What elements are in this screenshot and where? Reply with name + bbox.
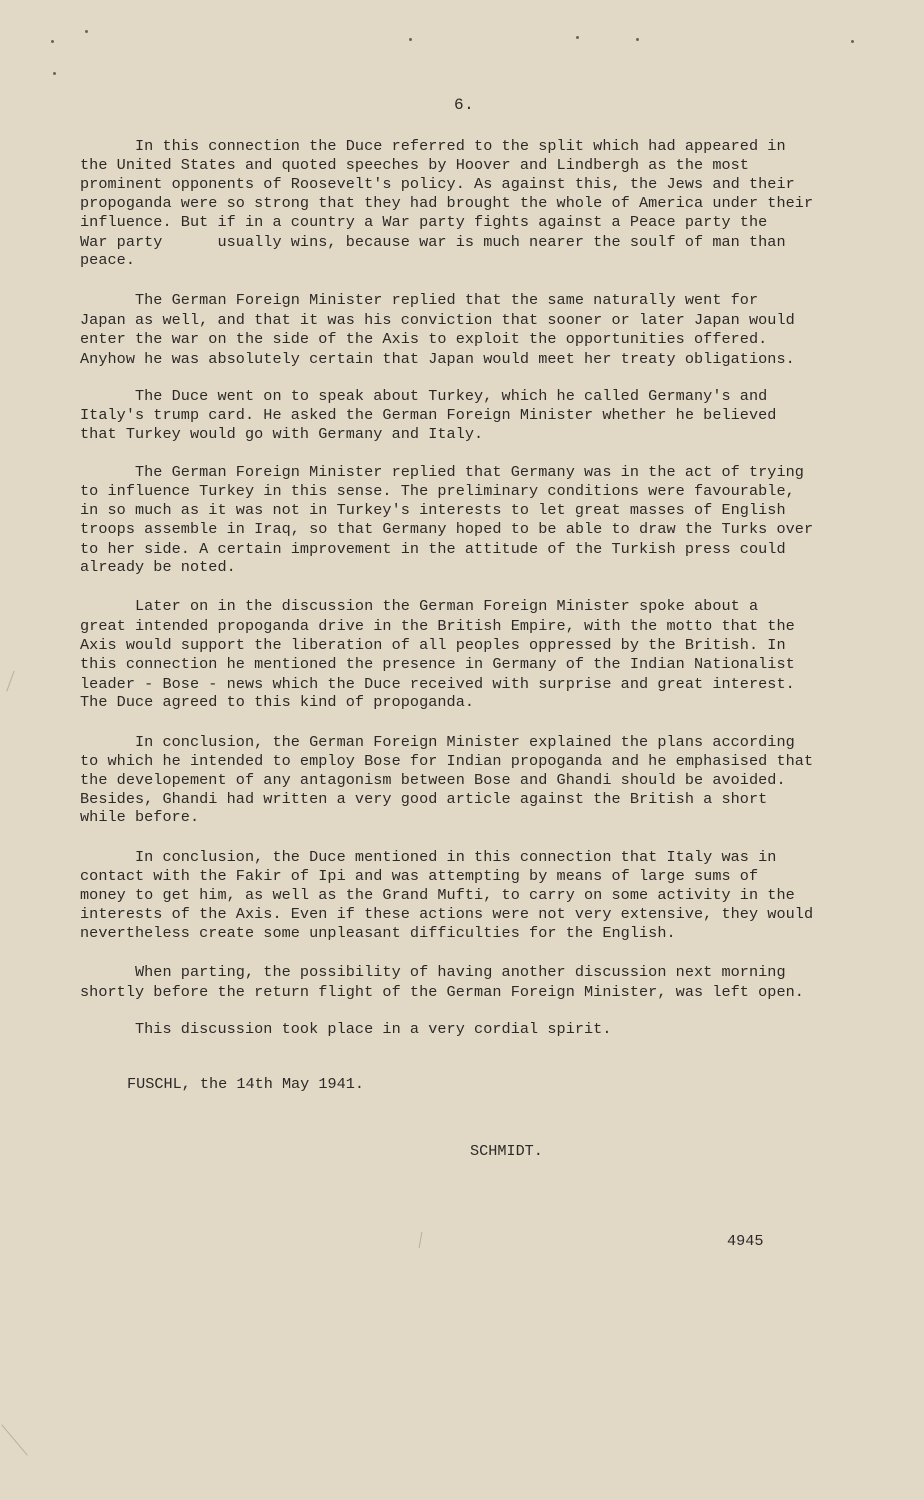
text-line: The Duce agreed to this kind of propoganda. bbox=[80, 693, 475, 711]
text-line: while before. bbox=[80, 808, 200, 826]
text-line: prominent opponents of Roosevelt's policy. As against this, the Jews and their bbox=[80, 175, 795, 193]
text-line: This discussion took place in a very cordial spirit. bbox=[80, 1020, 612, 1038]
text-line: The German Foreign Minister replied that the same naturally went for bbox=[80, 291, 759, 309]
document-number: 4945 bbox=[727, 1232, 764, 1250]
scan-speck bbox=[636, 38, 639, 41]
text-line: War party usually wins, because war is much nearer the soulf of man than bbox=[80, 233, 786, 251]
text-line: Italy's trump card. He asked the German Foreign Minister whether he believed bbox=[80, 406, 777, 424]
scan-scratch bbox=[419, 1232, 423, 1248]
place-date: FUSCHL, the 14th May 1941. bbox=[127, 1075, 364, 1093]
text-line: enter the war on the side of the Axis to exploit the opportunities offered. bbox=[80, 330, 768, 348]
text-line: money to get him, as well as the Grand Mufti, to carry on some activity in the bbox=[80, 886, 795, 904]
text-line: The Duce went on to speak about Turkey, which he called Germany's and bbox=[80, 387, 768, 405]
text-line: the United States and quoted speeches by Hoover and Lindbergh as the most bbox=[80, 156, 749, 174]
text-line: peace. bbox=[80, 251, 135, 269]
scan-speck bbox=[409, 38, 412, 41]
text-line: In conclusion, the Duce mentioned in this connection that Italy was in bbox=[80, 848, 777, 866]
text-line: leader - Bose - news which the Duce received with surprise and great interest. bbox=[80, 675, 795, 693]
text-line: already be noted. bbox=[80, 558, 236, 576]
text-line: Besides, Ghandi had written a very good article against the British a short bbox=[80, 790, 768, 808]
scan-speck bbox=[85, 30, 88, 33]
page-number: 6. bbox=[454, 96, 475, 114]
text-line: the developement of any antagonism between Bose and Ghandi should be avoided. bbox=[80, 771, 786, 789]
text-line: in so much as it was not in Turkey's interests to let great masses of English bbox=[80, 501, 786, 519]
text-line: to influence Turkey in this sense. The preliminary conditions were favourable, bbox=[80, 482, 795, 500]
text-line: that Turkey would go with Germany and Italy. bbox=[80, 425, 484, 443]
scan-scratch bbox=[6, 670, 14, 691]
scan-speck bbox=[51, 40, 54, 43]
text-line: Later on in the discussion the German Foreign Minister spoke about a bbox=[80, 597, 759, 615]
text-line: shortly before the return flight of the German Foreign Minister, was left open. bbox=[80, 983, 804, 1001]
scan-scratch bbox=[1, 1424, 27, 1455]
scan-speck bbox=[576, 36, 579, 39]
text-line: nevertheless create some unpleasant difficulties for the English. bbox=[80, 924, 676, 942]
text-line: great intended propoganda drive in the British Empire, with the motto that the bbox=[80, 617, 795, 635]
text-line: propoganda were so strong that they had brought the whole of America under their bbox=[80, 194, 814, 212]
signature: SCHMIDT. bbox=[470, 1142, 543, 1160]
text-line: In this connection the Duce referred to the split which had appeared in bbox=[80, 137, 786, 155]
text-line: interests of the Axis. Even if these actions were not very extensive, they would bbox=[80, 905, 814, 923]
text-line: this connection he mentioned the presence in Germany of the Indian Nationalist bbox=[80, 655, 795, 673]
text-line: Axis would support the liberation of all peoples oppressed by the British. In bbox=[80, 636, 786, 654]
text-line: The German Foreign Minister replied that Germany was in the act of trying bbox=[80, 463, 804, 481]
scan-speck bbox=[851, 40, 854, 43]
text-line: troops assemble in Iraq, so that Germany hoped to be able to draw the Turks over bbox=[80, 520, 814, 538]
text-line: influence. But if in a country a War party fights against a Peace party the bbox=[80, 213, 768, 231]
text-line: When parting, the possibility of having another discussion next morning bbox=[80, 963, 786, 981]
text-line: Anyhow he was absolutely certain that Japan would meet her treaty obligations. bbox=[80, 350, 795, 368]
text-line: In conclusion, the German Foreign Minister explained the plans according bbox=[80, 733, 795, 751]
scan-speck bbox=[53, 72, 56, 75]
text-line: to which he intended to employ Bose for Indian propoganda and he emphasised that bbox=[80, 752, 814, 770]
text-line: contact with the Fakir of Ipi and was attempting by means of large sums of bbox=[80, 867, 759, 885]
text-line: Japan as well, and that it was his conviction that sooner or later Japan would bbox=[80, 311, 795, 329]
text-line: to her side. A certain improvement in the attitude of the Turkish press could bbox=[80, 540, 786, 558]
